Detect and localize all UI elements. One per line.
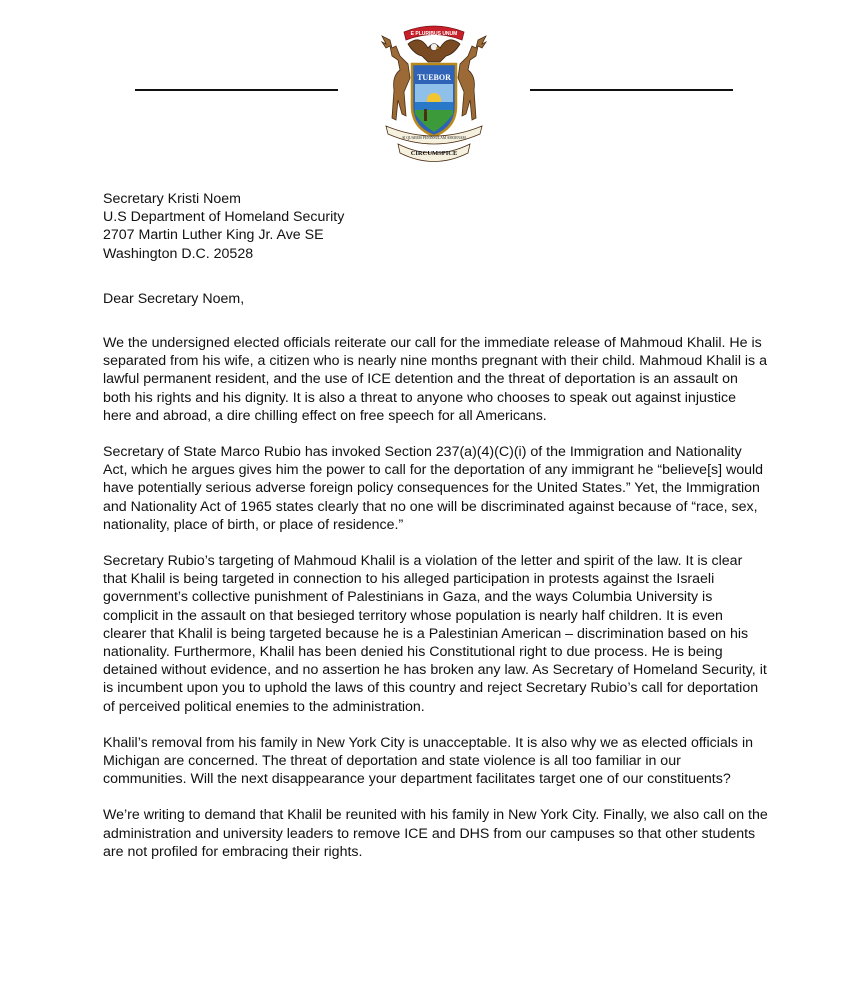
address-line: U.S Department of Homeland Security [103, 209, 345, 226]
seal-motto-text: CIRCUMSPICE [410, 150, 458, 157]
recipient-address [103, 190, 768, 263]
seal-ribbon-text: SI QUAERIS PENINSULAM AMOENAM [402, 136, 466, 140]
letter-body [103, 190, 768, 879]
body-paragraph: Secretary of State Marco Rubio has invoked Section 237(a)(4)(C)(i) of the Immigration and Nationality Act, which he argues gives him the power to call for the deportation of any immigrant he “believe[s] would have potentially serious adverse foreign policy consequences for the United States.” Yet, the Immigration and Nationality Act of 1965 states clearly that no one will be discriminated against because of “race, sex, nationality, place of birth, or place of residence.” [103, 444, 764, 533]
address-line: Secretary Kristi Noem [103, 191, 241, 207]
seal-banner-text: E PLURIBUS UNUM [410, 31, 458, 37]
letterhead-rule-left [135, 89, 338, 91]
body-paragraph: We’re writing to demand that Khalil be reunited with his family in New York City. Finally, we also call on the administration and university leaders to remove ICE and DHS from our campuses so that other students are not profiled for embracing their rights. [103, 807, 768, 860]
letterhead-rule-right [530, 89, 733, 91]
michigan-state-seal-icon [370, 18, 498, 163]
address-line: 2707 Martin Luther King Jr. Ave SE [103, 227, 324, 244]
body-paragraph: Khalil’s removal from his family in New York City is unacceptable. It is also why we as elected officials in Michigan are concerned. The threat of deportation and state violence is all too familiar in our communities. Will the next disappearance your department facilitates target one of our constituents? [103, 734, 754, 788]
body-paragraph: Secretary Rubio’s targeting of Mahmoud Khalil is a violation of the letter and spirit of the law. It is clear that Khalil is being targeted in connection to his alleged participation in protests against the Israeli government’s collective punishment of Palestinians in Gaza, and the ways Columbia University is complicit in the assault on that besieged territory whose population is nearly half children. It is even clearer that Khalil is being targeted because he is a Palestinian American – discrimination based on his nationality. Furthermore, Khalil has been denied his Constitutional right to due process. He is being detained without evidence, and no assertion he has broken any law. As Secretary of Homeland Security, it is incumbent upon you to uphold the laws of this country and reject Secretary Rubio’s call for deportation of perceived political enemies to the administration. [103, 553, 767, 715]
body-paragraph: We the undersigned elected officials reiterate our call for the immediate release of Mahmoud Khalil. He is separated from his wife, a citizen who is nearly nine months pregnant with their child. Mahmoud Khalil is a lawful permanent resident, and the use of ICE detention and the threat of deportation is an assault on both his rights and his dignity. It is also a threat to anyone who chooses to speak out against injustice here and abroad, a dire chilling effect on free speech for all Americans. [103, 335, 767, 424]
address-line: Washington D.C. 20528 [103, 245, 254, 262]
salutation: Dear Secretary Noem, [103, 290, 245, 307]
seal-shield-text: TUEBOR [417, 73, 451, 82]
letterhead [0, 0, 865, 170]
